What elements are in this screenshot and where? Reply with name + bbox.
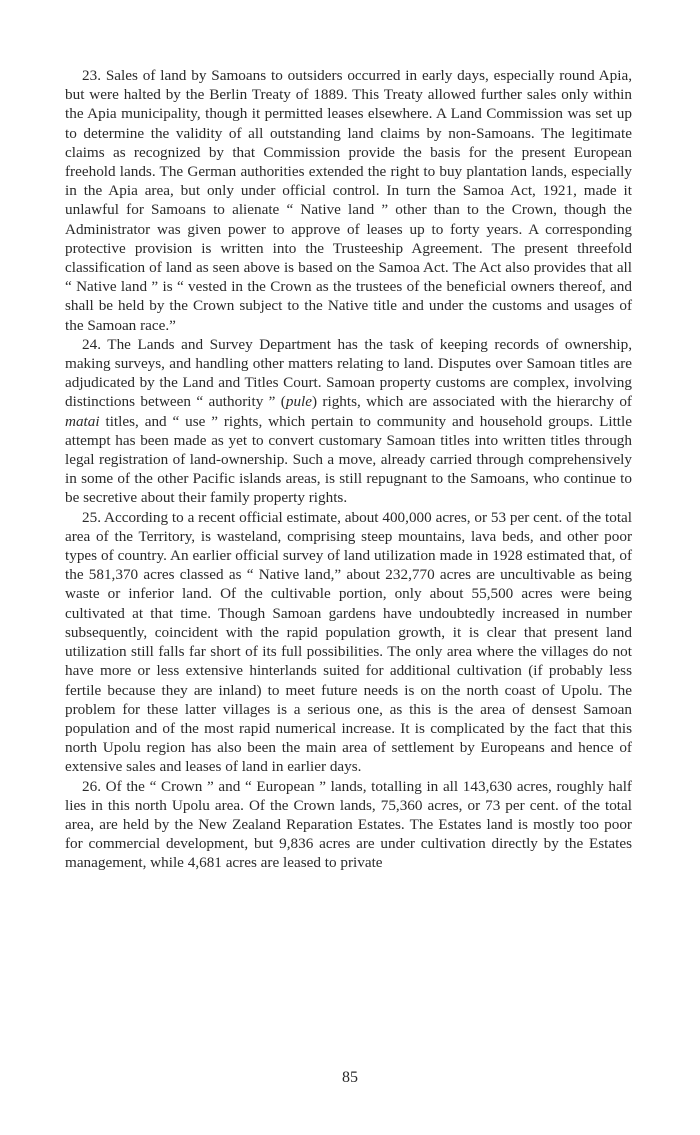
paragraph-24 [65,335,632,508]
text-run: 23. Sales of land by Samoans to outsiders occurred in early days, especially round Apia, but were halted by the Berlin Treaty of 1889. This Treaty allowed further sales only within the Apia municipality, though it permitted leases elsewhere. A Land Commission was set up to determine the validity of all outstanding land claims by non-Samoans. The legitimate claims as recognized by that Commission provide the basis for the present European freehold lands. The German authorities extended the right to buy plantation lands, especially in the Apia area, but only under official control. In turn the Samoa Act, 1921, made it unlawful for Samoans to alienate “ Native land ” other than to the Crown, though the Administrator was given power to approve of leases up to forty years. A corresponding protective provision is written into the Trusteeship Agreement. The present threefold classification of land as seen above is based on the Samoa Act. The Act also provides that all “ Native land ” is “ vested in the Crown as the trustees of the beneficial owners thereof, and shall be held by the Crown subject to the Native title and under the customs and usages of the Samoan race.” [65,67,632,334]
italic-term-pule: pule [285,393,312,411]
text-run: ) rights, which are associated with the hierarchy of [312,393,632,411]
text-run: 26. Of the “ Crown ” and “ European ” lands, totalling in all 143,630 acres, roughly half lies in this north Upolu area. Of the Crown lands, 75,360 acres, or 73 per cent. of the total area, are held by the New Zealand Reparation Estates. The Estates land is mostly too poor for commercial development, but 9,836 acres are under cultivation directly by the Estates management, while 4,681 acres are leased to private [65,777,632,872]
paragraph-26 [65,777,632,873]
paragraph-25 [65,508,632,777]
paragraph-23 [65,66,632,335]
page-body [65,66,632,873]
page-number: 85 [342,1069,358,1086]
text-run: titles, and “ use ” rights, which pertain to community and household groups. Little attempt has been made as yet to convert customary Samoan titles into written titles through legal registration of land-ownership. Such a move, already carried through comprehensively in some of the other Pacific islands areas, is still repugnant to the Samoans, who continue to be secretive about their family property rights. [65,412,632,507]
italic-term-matai: matai [65,412,100,430]
text-run: 25. According to a recent official estimate, about 400,000 acres, or 53 per cent. of the total area of the Territory, is wasteland, comprising steep mountains, lava beds, and other poor types of country. An earlier official survey of land utilization made in 1928 estimated that, of the 581,370 acres classed as “ Native land,” about 232,770 acres are uncultivable as being waste or inferior land. Of the cultivable portion, only about 55,500 acres were being cultivated at that time. Though Samoan gardens have undoubtedly increased in number subsequently, coincident with the rapid population growth, it is clear that present land utilization still falls far short of its full possibilities. The only area where the villages do not have more or less extensive hinterlands suited for additional cultivation (if probably less fertile because they are inland) to meet future needs is on the north coast of Upolu. The problem for these latter villages is a serious one, as this is the area of densest Samoan population and of the most rapid numerical increase. It is complicated by the fact that this north Upolu region has also been the main area of settlement by Europeans and hence of extensive sales and leases of land in earlier days. [65,508,632,776]
text-run: 24. The Lands and Survey Department has the task of keeping records of ownership, making surveys, and handling other matters relating to land. Disputes over Samoan titles are adjudicated by the Land and Titles Court. Samoan property customs are complex, involving distinctions between “ authority ” ( [65,335,632,411]
